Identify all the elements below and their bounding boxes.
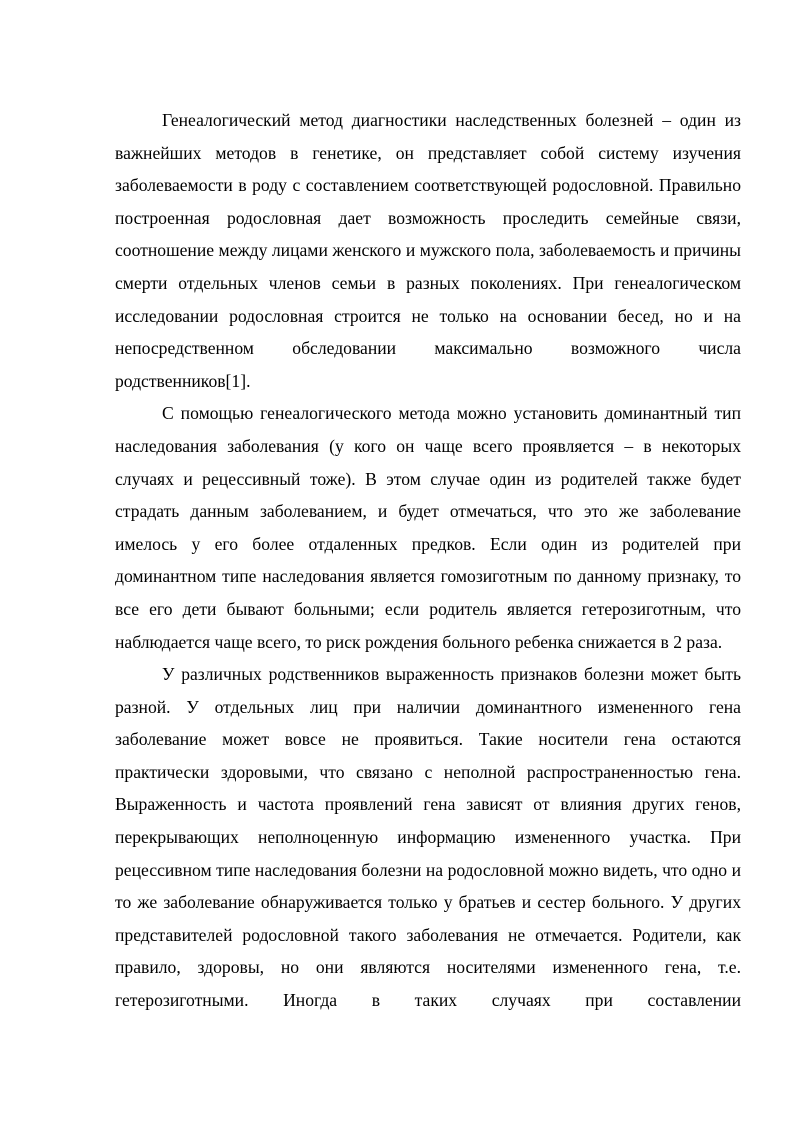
body-text [115, 104, 741, 1017]
paragraph-1: Генеалогический метод диагностики наследственных болезней – один из важнейших методов в генетике, он представляет собой систему изучения заболеваемости в роду с составлением соответствующей родословной. Правильно построенная родословная дает возможность проследить семейные связи, соотношение между лицами женского и мужского пола, заболеваемость и причины смерти отдельных членов семьи в разных поколениях. При генеалогическом исследовании родословная строится не только на основании бесед, но и на непосредственном обследовании максимально возможного числа родственников[1]. [115, 110, 741, 391]
paragraph-3: У различных родственников выраженность признаков болезни может быть разной. У отдельных лиц при наличии доминантного измененного гена заболевание может вовсе не проявиться. Такие носители гена остаются практически здоровыми, что связано с неполной распространенностью гена. Выраженность и частота проявлений гена зависят от влияния других генов, перекрывающих неполноценную информацию измененного участка. При рецессивном типе наследования болезни на родословной можно видеть, что одно и то же заболевание обнаруживается только у братьев и сестер больного. У других представителей родословной такого заболевания не отмечается. Родители, как правило, здоровы, но они являются носителями измененного гена, т.е. гетерозиготными. Иногда в таких случаях при составлении [115, 664, 741, 1011]
paragraph-2: С помощью генеалогического метода можно установить доминантный тип наследования заболевания (у кого он чаще всего проявляется – в некоторых случаях и рецессивный тоже). В этом случае один из родителей также будет страдать данным заболеванием, и будет отмечаться, что это же заболевание имелось у его более отдаленных предков. Если один из родителей при доминантном типе наследования является гомозиготным по данному признаку, то все его дети бывают больными; если родитель является гетерозиготным, что наблюдается чаще всего, то риск рождения больного ребенка снижается в 2 раза. [115, 403, 741, 652]
